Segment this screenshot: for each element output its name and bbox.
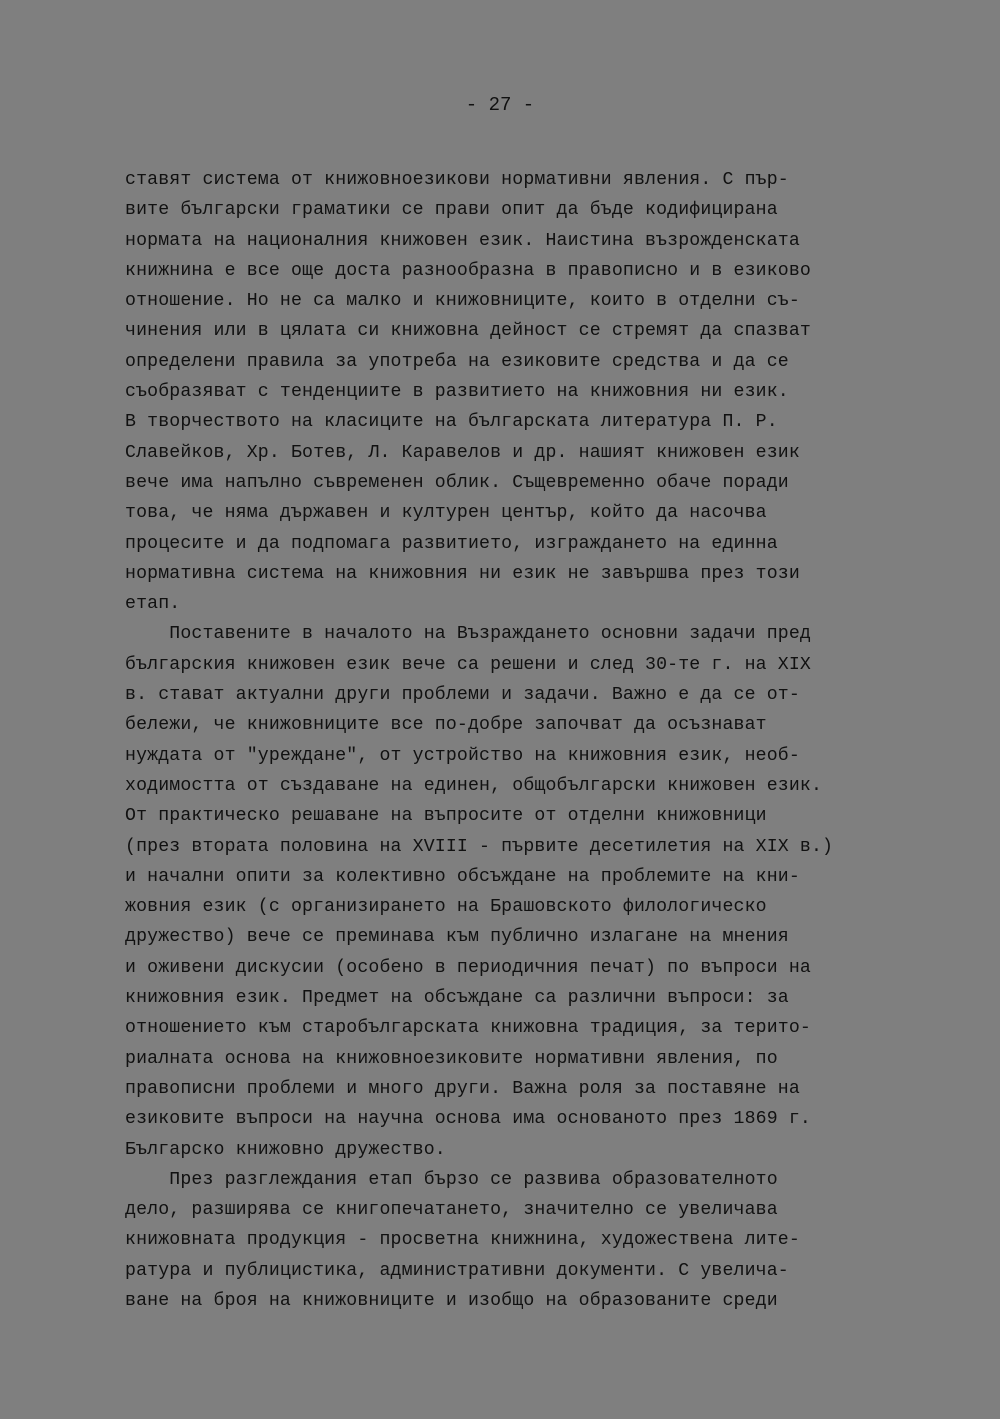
text-line: жовния език (с организирането на Брашовското филологическо [125,897,767,918]
page-number: - 27 - [465,94,535,116]
text-line: книжнина е все още доста разнообразна в правописно и в езиково [125,260,811,281]
text-line: езиковите въпроси на научна основа има основаното през 1869 г. [125,1109,811,1130]
text-line: вече има напълно съвременен облик. Същевременно обаче поради [125,472,789,493]
text-line: През разглеждания етап бързо се развива образователното [125,1169,778,1190]
text-line: нуждата от "уреждане", от устройство на книжовния език, необ- [125,745,800,766]
text-line: книжовния език. Предмет на обсъждане са различни въпроси: за [125,988,789,1009]
text-line: и оживени дискусии (особено в периодичния печат) по въпроси на [125,957,811,978]
text-line: българския книжовен език вече са решени и след 30-те г. на XIX [125,654,811,675]
text-line: в. стават актуални други проблеми и задачи. Важно е да се от- [125,685,800,706]
text-line: процесите и да подпомага развитието, изграждането на единна [125,533,778,554]
text-line: Славейков, Хр. Ботев, Л. Каравелов и др. нашият книжовен език [125,442,800,463]
text-line: отношението към старобългарската книжовна традиция, за терито- [125,1018,811,1039]
text-line: ване на броя на книжовниците и изобщо на образованите среди [125,1290,778,1311]
text-line: определени правила за употреба на езиковите средства и да се [125,351,789,372]
text-line: правописни проблеми и много други. Важна роля за поставяне на [125,1078,800,1099]
text-line: Поставените в началото на Възраждането основни задачи пред [125,624,811,645]
text-line: (през втората половина на XVIII - първите десетилетия на XIX в.) [125,836,834,857]
text-line: ходимостта от създаване на единен, общобългарски книжовен език. [125,775,823,796]
text-line: ставят система от книжовноезикови нормативни явления. С пър- [125,170,789,190]
text-line: и начални опити за колективно обсъждане на проблемите на кни- [125,866,800,887]
text-line: това, че няма държавен и културен център, който да насочва [125,503,767,524]
text-line: нормативна система на книжовния ни език не завършва през този [125,563,800,584]
text-line: Българско книжовно дружество. [125,1139,446,1160]
text-line: вите български граматики се прави опит да бъде кодифицирана [125,200,778,221]
text-line: От практическо решаване на въпросите от отделни книжовници [125,806,767,827]
text-line: нормата на националния книжовен език. Наистина възрожденската [125,230,800,251]
text-line: риалната основа на книжовноезиковите нормативни явления, по [125,1048,778,1069]
text-line: бележи, че книжовниците все по-добре започват да осъзнават [125,715,767,736]
text-line: етап. [125,594,181,615]
text-line: В творчеството на класиците на българската литература П. Р. [125,412,778,433]
text-line: отношение. Но не са малко и книжовниците, които в отделни съ- [125,291,800,312]
body-text [125,165,895,1316]
text-line: дружество) вече се преминава към публично излагане на мнения [125,927,789,948]
text-line: чинения или в цялата си книжовна дейност се стремят да спазват [125,321,811,342]
text-line: дело, разширява се книгопечатането, значително се увеличава [125,1200,778,1221]
text-line: ратура и публицистика, административни документи. С увелича- [125,1260,789,1281]
text-line: съобразяват с тенденциите в развитието на книжовния ни език. [125,382,789,403]
text-line: книжовната продукция - просветна книжнина, художествена лите- [125,1230,800,1251]
